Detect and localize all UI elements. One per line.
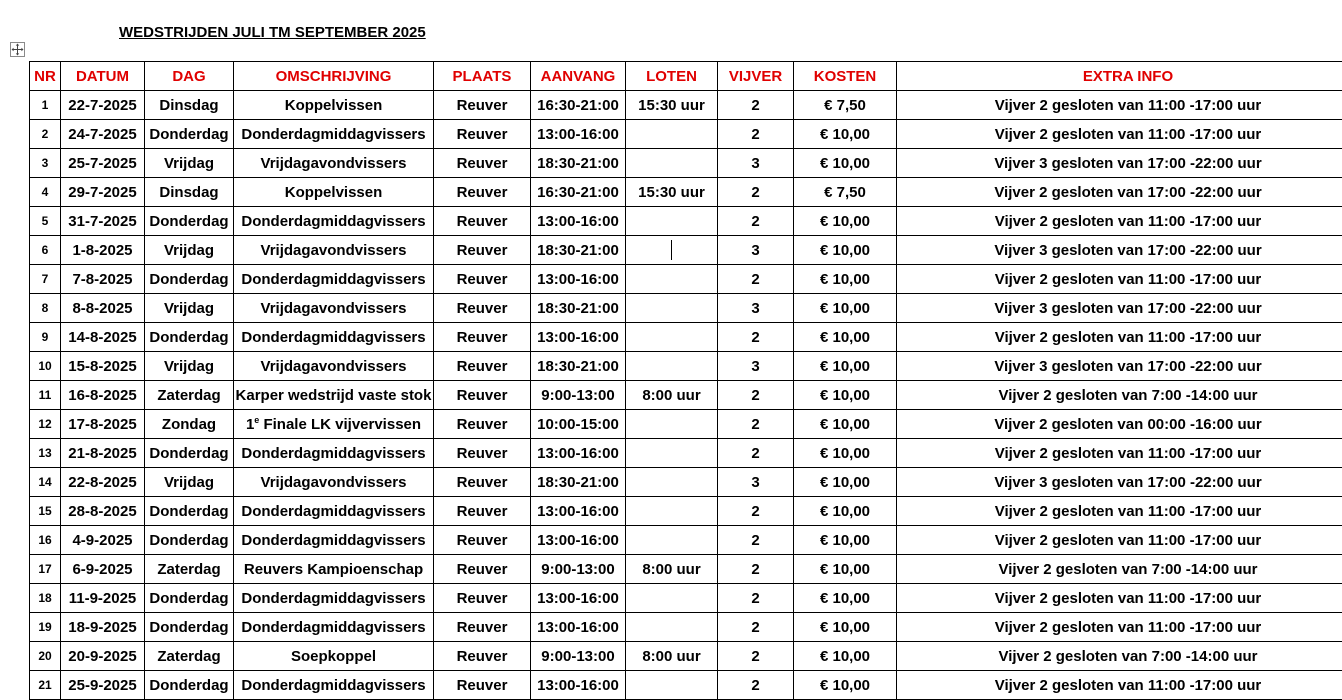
- cell-extra[interactable]: Vijver 2 gesloten van 11:00 -17:00 uur: [897, 120, 1342, 149]
- cell-vijver[interactable]: 2: [718, 555, 794, 584]
- table-row: [30, 265, 1342, 294]
- cell-nr[interactable]: 19: [30, 613, 61, 642]
- cell-nr[interactable]: 17: [30, 555, 61, 584]
- column-header-plaats: PLAATS: [434, 62, 531, 91]
- cell-plaats[interactable]: Reuver: [434, 149, 531, 178]
- table-row: [30, 236, 1342, 265]
- cell-kosten[interactable]: € 10,00: [794, 149, 897, 178]
- column-header-extra-info: EXTRA INFO: [897, 62, 1342, 91]
- cell-vijver[interactable]: 2: [718, 323, 794, 352]
- cell-dag[interactable]: Donderdag: [145, 207, 234, 236]
- cell-datum[interactable]: 14-8-2025: [61, 323, 145, 352]
- cell-loten[interactable]: 15:30 uur: [626, 178, 718, 207]
- cell-dag[interactable]: Vrijdag: [145, 236, 234, 265]
- cell-datum[interactable]: 17-8-2025: [61, 410, 145, 439]
- table-row: [30, 120, 1342, 149]
- cell-omschrijving[interactable]: Donderdagmiddagvissers: [234, 584, 434, 613]
- cell-kosten[interactable]: € 10,00: [794, 381, 897, 410]
- cell-kosten[interactable]: € 10,00: [794, 236, 897, 265]
- cell-aanvang[interactable]: 9:00-13:00: [531, 642, 626, 671]
- cell-extra[interactable]: Vijver 2 gesloten van 11:00 -17:00 uur: [897, 207, 1342, 236]
- cell-extra[interactable]: Vijver 2 gesloten van 11:00 -17:00 uur: [897, 91, 1342, 120]
- cell-dag[interactable]: Donderdag: [145, 323, 234, 352]
- cell-loten[interactable]: [626, 584, 718, 613]
- cell-dag[interactable]: Vrijdag: [145, 352, 234, 381]
- cell-aanvang[interactable]: 13:00-16:00: [531, 497, 626, 526]
- cell-plaats[interactable]: Reuver: [434, 468, 531, 497]
- cell-kosten[interactable]: € 7,50: [794, 178, 897, 207]
- cell-aanvang[interactable]: 13:00-16:00: [531, 584, 626, 613]
- table-row: [30, 352, 1342, 381]
- cell-datum[interactable]: 25-7-2025: [61, 149, 145, 178]
- cell-kosten[interactable]: € 10,00: [794, 352, 897, 381]
- cell-extra[interactable]: Vijver 2 gesloten van 11:00 -17:00 uur: [897, 671, 1342, 700]
- cell-nr[interactable]: 12: [30, 410, 61, 439]
- cell-vijver[interactable]: 2: [718, 178, 794, 207]
- cell-kosten[interactable]: € 10,00: [794, 410, 897, 439]
- cell-omschrijving[interactable]: Vrijdagavondvissers: [234, 236, 434, 265]
- cell-aanvang[interactable]: 9:00-13:00: [531, 555, 626, 584]
- cell-nr[interactable]: 13: [30, 439, 61, 468]
- cell-omschrijving[interactable]: Vrijdagavondvissers: [234, 352, 434, 381]
- table-row: [30, 91, 1342, 120]
- column-header-aanvang: AANVANG: [531, 62, 626, 91]
- cell-dag[interactable]: Dinsdag: [145, 178, 234, 207]
- cell-dag[interactable]: Zaterdag: [145, 555, 234, 584]
- cell-datum[interactable]: 24-7-2025: [61, 120, 145, 149]
- cell-kosten[interactable]: € 10,00: [794, 671, 897, 700]
- cell-kosten[interactable]: € 10,00: [794, 265, 897, 294]
- table-row: [30, 323, 1342, 352]
- cell-nr[interactable]: 11: [30, 381, 61, 410]
- cell-aanvang[interactable]: 13:00-16:00: [531, 526, 626, 555]
- cell-kosten[interactable]: € 10,00: [794, 439, 897, 468]
- cell-extra[interactable]: Vijver 2 gesloten van 7:00 -14:00 uur: [897, 642, 1342, 671]
- cell-plaats[interactable]: Reuver: [434, 236, 531, 265]
- cell-omschrijving[interactable]: Donderdagmiddagvissers: [234, 613, 434, 642]
- cell-kosten[interactable]: € 10,00: [794, 120, 897, 149]
- table-row: [30, 410, 1342, 439]
- cell-loten[interactable]: [626, 323, 718, 352]
- cell-extra[interactable]: Vijver 3 gesloten van 17:00 -22:00 uur: [897, 468, 1342, 497]
- column-header-omschrijving: OMSCHRIJVING: [234, 62, 434, 91]
- cell-loten[interactable]: [626, 149, 718, 178]
- cell-loten[interactable]: 15:30 uur: [626, 91, 718, 120]
- cell-plaats[interactable]: Reuver: [434, 207, 531, 236]
- cell-plaats[interactable]: Reuver: [434, 642, 531, 671]
- cell-dag[interactable]: Vrijdag: [145, 468, 234, 497]
- cell-plaats[interactable]: Reuver: [434, 120, 531, 149]
- cell-nr[interactable]: 15: [30, 497, 61, 526]
- cell-loten[interactable]: [626, 613, 718, 642]
- cell-aanvang[interactable]: 18:30-21:00: [531, 352, 626, 381]
- cell-datum[interactable]: 8-8-2025: [61, 294, 145, 323]
- cell-extra[interactable]: Vijver 2 gesloten van 7:00 -14:00 uur: [897, 381, 1342, 410]
- cell-aanvang[interactable]: 13:00-16:00: [531, 207, 626, 236]
- cell-kosten[interactable]: € 10,00: [794, 323, 897, 352]
- cell-datum[interactable]: 7-8-2025: [61, 265, 145, 294]
- cell-omschrijving[interactable]: Donderdagmiddagvissers: [234, 439, 434, 468]
- cell-loten[interactable]: [626, 207, 718, 236]
- cell-omschrijving[interactable]: Koppelvissen: [234, 178, 434, 207]
- cell-kosten[interactable]: € 7,50: [794, 91, 897, 120]
- cell-datum[interactable]: 15-8-2025: [61, 352, 145, 381]
- cell-nr[interactable]: 4: [30, 178, 61, 207]
- cell-vijver[interactable]: 2: [718, 526, 794, 555]
- cell-plaats[interactable]: Reuver: [434, 410, 531, 439]
- cell-vijver[interactable]: 2: [718, 584, 794, 613]
- cell-omschrijving[interactable]: Donderdagmiddagvissers: [234, 207, 434, 236]
- cell-datum[interactable]: 6-9-2025: [61, 555, 145, 584]
- cell-dag[interactable]: Donderdag: [145, 613, 234, 642]
- cell-kosten[interactable]: € 10,00: [794, 468, 897, 497]
- cell-aanvang[interactable]: 13:00-16:00: [531, 120, 626, 149]
- cell-omschrijving[interactable]: Karper wedstrijd vaste stok: [234, 381, 434, 410]
- table-row: [30, 294, 1342, 323]
- cell-omschrijving[interactable]: Donderdagmiddagvissers: [234, 120, 434, 149]
- cell-loten[interactable]: [626, 439, 718, 468]
- cell-dag[interactable]: Donderdag: [145, 439, 234, 468]
- cell-plaats[interactable]: Reuver: [434, 91, 531, 120]
- cell-plaats[interactable]: Reuver: [434, 352, 531, 381]
- cell-plaats[interactable]: Reuver: [434, 294, 531, 323]
- cell-dag[interactable]: Dinsdag: [145, 91, 234, 120]
- cell-dag[interactable]: Zondag: [145, 410, 234, 439]
- cell-datum[interactable]: 11-9-2025: [61, 584, 145, 613]
- cell-nr[interactable]: 20: [30, 642, 61, 671]
- text-cursor: [671, 240, 672, 260]
- cell-vijver[interactable]: 3: [718, 236, 794, 265]
- cell-kosten[interactable]: € 10,00: [794, 642, 897, 671]
- cell-loten[interactable]: [626, 294, 718, 323]
- table-row: [30, 555, 1342, 584]
- cell-omschrijving[interactable]: Vrijdagavondvissers: [234, 294, 434, 323]
- table-row: [30, 468, 1342, 497]
- cell-omschrijving[interactable]: Donderdagmiddagvissers: [234, 323, 434, 352]
- cell-dag[interactable]: Vrijdag: [145, 294, 234, 323]
- cell-vijver[interactable]: 3: [718, 149, 794, 178]
- cell-datum[interactable]: 18-9-2025: [61, 613, 145, 642]
- table-row: [30, 178, 1342, 207]
- cell-nr[interactable]: 6: [30, 236, 61, 265]
- cell-aanvang[interactable]: 9:00-13:00: [531, 381, 626, 410]
- cell-vijver[interactable]: 2: [718, 207, 794, 236]
- cell-datum[interactable]: 29-7-2025: [61, 178, 145, 207]
- cell-extra[interactable]: Vijver 2 gesloten van 17:00 -22:00 uur: [897, 178, 1342, 207]
- cell-dag[interactable]: Donderdag: [145, 497, 234, 526]
- cell-aanvang[interactable]: 16:30-21:00: [531, 91, 626, 120]
- cell-extra[interactable]: Vijver 2 gesloten van 7:00 -14:00 uur: [897, 555, 1342, 584]
- cell-omschrijving[interactable]: Reuvers Kampioenschap: [234, 555, 434, 584]
- cell-loten[interactable]: 8:00 uur: [626, 555, 718, 584]
- cell-vijver[interactable]: 2: [718, 381, 794, 410]
- cell-plaats[interactable]: Reuver: [434, 178, 531, 207]
- cell-nr[interactable]: 21: [30, 671, 61, 700]
- cell-loten[interactable]: [626, 468, 718, 497]
- cell-loten[interactable]: [626, 497, 718, 526]
- cell-nr[interactable]: 1: [30, 91, 61, 120]
- cell-plaats[interactable]: Reuver: [434, 555, 531, 584]
- cell-vijver[interactable]: 2: [718, 265, 794, 294]
- cell-datum[interactable]: 1-8-2025: [61, 236, 145, 265]
- cell-kosten[interactable]: € 10,00: [794, 584, 897, 613]
- cell-text-prefix: 1: [246, 416, 254, 433]
- cell-dag[interactable]: Donderdag: [145, 526, 234, 555]
- cell-plaats[interactable]: Reuver: [434, 497, 531, 526]
- cell-loten[interactable]: [626, 236, 718, 265]
- cell-nr[interactable]: 9: [30, 323, 61, 352]
- cell-datum[interactable]: 22-8-2025: [61, 468, 145, 497]
- column-header-dag: DAG: [145, 62, 234, 91]
- cell-vijver[interactable]: 2: [718, 439, 794, 468]
- cell-dag[interactable]: Donderdag: [145, 120, 234, 149]
- cell-vijver[interactable]: 2: [718, 91, 794, 120]
- cell-text: Finale LK vijvervissen: [259, 416, 421, 433]
- cell-kosten[interactable]: € 10,00: [794, 555, 897, 584]
- cell-extra[interactable]: Vijver 3 gesloten van 17:00 -22:00 uur: [897, 294, 1342, 323]
- cell-extra[interactable]: Vijver 2 gesloten van 11:00 -17:00 uur: [897, 265, 1342, 294]
- cell-datum[interactable]: 22-7-2025: [61, 91, 145, 120]
- cell-plaats[interactable]: Reuver: [434, 439, 531, 468]
- cell-vijver[interactable]: 2: [718, 671, 794, 700]
- cell-omschrijving[interactable]: Donderdagmiddagvissers: [234, 671, 434, 700]
- cell-plaats[interactable]: Reuver: [434, 584, 531, 613]
- cell-datum[interactable]: 25-9-2025: [61, 671, 145, 700]
- cell-dag[interactable]: Vrijdag: [145, 149, 234, 178]
- cell-vijver[interactable]: 3: [718, 294, 794, 323]
- cell-omschrijving[interactable]: Donderdagmiddagvissers: [234, 497, 434, 526]
- cell-plaats[interactable]: Reuver: [434, 671, 531, 700]
- cell-dag[interactable]: Zaterdag: [145, 642, 234, 671]
- table-row: [30, 642, 1342, 671]
- cell-extra[interactable]: Vijver 2 gesloten van 11:00 -17:00 uur: [897, 497, 1342, 526]
- cell-extra[interactable]: Vijver 2 gesloten van 00:00 -16:00 uur: [897, 410, 1342, 439]
- cell-nr[interactable]: 3: [30, 149, 61, 178]
- cell-loten[interactable]: [626, 671, 718, 700]
- cell-kosten[interactable]: € 10,00: [794, 526, 897, 555]
- cell-kosten[interactable]: € 10,00: [794, 497, 897, 526]
- column-header-vijver: VIJVER: [718, 62, 794, 91]
- cell-superscript: e: [254, 415, 259, 425]
- cell-loten[interactable]: [626, 120, 718, 149]
- cell-datum[interactable]: 31-7-2025: [61, 207, 145, 236]
- column-header-datum: DATUM: [61, 62, 145, 91]
- table-row: [30, 526, 1342, 555]
- cell-extra[interactable]: Vijver 2 gesloten van 11:00 -17:00 uur: [897, 526, 1342, 555]
- cell-vijver[interactable]: 2: [718, 497, 794, 526]
- cell-nr[interactable]: 14: [30, 468, 61, 497]
- cell-aanvang[interactable]: 18:30-21:00: [531, 236, 626, 265]
- column-header-loten: LOTEN: [626, 62, 718, 91]
- cell-extra[interactable]: Vijver 2 gesloten van 11:00 -17:00 uur: [897, 323, 1342, 352]
- cell-plaats[interactable]: Reuver: [434, 526, 531, 555]
- table-row: [30, 671, 1342, 700]
- cell-plaats[interactable]: Reuver: [434, 381, 531, 410]
- cell-aanvang[interactable]: 13:00-16:00: [531, 323, 626, 352]
- cell-omschrijving[interactable]: [234, 410, 434, 439]
- cell-datum[interactable]: 16-8-2025: [61, 381, 145, 410]
- cell-nr[interactable]: 18: [30, 584, 61, 613]
- table-row: [30, 207, 1342, 236]
- cell-datum[interactable]: 20-9-2025: [61, 642, 145, 671]
- cell-omschrijving[interactable]: Koppelvissen: [234, 91, 434, 120]
- cell-kosten[interactable]: € 10,00: [794, 613, 897, 642]
- cell-extra[interactable]: Vijver 3 gesloten van 17:00 -22:00 uur: [897, 149, 1342, 178]
- cell-nr[interactable]: 8: [30, 294, 61, 323]
- cell-aanvang[interactable]: 18:30-21:00: [531, 468, 626, 497]
- table-row: [30, 497, 1342, 526]
- table-row: [30, 149, 1342, 178]
- cell-omschrijving[interactable]: Vrijdagavondvissers: [234, 149, 434, 178]
- cell-loten[interactable]: [626, 265, 718, 294]
- cell-vijver[interactable]: 3: [718, 468, 794, 497]
- cell-plaats[interactable]: Reuver: [434, 613, 531, 642]
- cell-datum[interactable]: 28-8-2025: [61, 497, 145, 526]
- cell-dag[interactable]: Donderdag: [145, 671, 234, 700]
- cell-omschrijving[interactable]: Donderdagmiddagvissers: [234, 526, 434, 555]
- cell-aanvang[interactable]: 10:00-15:00: [531, 410, 626, 439]
- cell-dag[interactable]: Zaterdag: [145, 381, 234, 410]
- cell-vijver[interactable]: 2: [718, 410, 794, 439]
- cell-nr[interactable]: 5: [30, 207, 61, 236]
- cell-loten[interactable]: [626, 352, 718, 381]
- cell-omschrijving[interactable]: Soepkoppel: [234, 642, 434, 671]
- page-title: WEDSTRIJDEN JULI TM SEPTEMBER 2025: [119, 24, 426, 41]
- cell-dag[interactable]: Donderdag: [145, 584, 234, 613]
- cell-nr[interactable]: 10: [30, 352, 61, 381]
- cell-extra[interactable]: Vijver 3 gesloten van 17:00 -22:00 uur: [897, 352, 1342, 381]
- cell-plaats[interactable]: Reuver: [434, 323, 531, 352]
- cell-plaats[interactable]: Reuver: [434, 265, 531, 294]
- cell-aanvang[interactable]: 13:00-16:00: [531, 439, 626, 468]
- cell-kosten[interactable]: € 10,00: [794, 294, 897, 323]
- cell-extra[interactable]: Vijver 2 gesloten van 11:00 -17:00 uur: [897, 584, 1342, 613]
- cell-aanvang[interactable]: 13:00-16:00: [531, 265, 626, 294]
- cell-loten[interactable]: 8:00 uur: [626, 642, 718, 671]
- cell-nr[interactable]: 2: [30, 120, 61, 149]
- cell-vijver[interactable]: 3: [718, 352, 794, 381]
- table-row: [30, 381, 1342, 410]
- cell-aanvang[interactable]: 18:30-21:00: [531, 294, 626, 323]
- cell-aanvang[interactable]: 16:30-21:00: [531, 178, 626, 207]
- cell-datum[interactable]: 4-9-2025: [61, 526, 145, 555]
- cell-nr[interactable]: 16: [30, 526, 61, 555]
- cell-extra[interactable]: Vijver 2 gesloten van 11:00 -17:00 uur: [897, 439, 1342, 468]
- column-header-nr: NR: [30, 62, 61, 91]
- cell-aanvang[interactable]: 18:30-21:00: [531, 149, 626, 178]
- cell-vijver[interactable]: 2: [718, 120, 794, 149]
- cell-dag[interactable]: Donderdag: [145, 265, 234, 294]
- cell-extra[interactable]: Vijver 3 gesloten van 17:00 -22:00 uur: [897, 236, 1342, 265]
- cell-datum[interactable]: 21-8-2025: [61, 439, 145, 468]
- cell-vijver[interactable]: 2: [718, 642, 794, 671]
- cell-nr[interactable]: 7: [30, 265, 61, 294]
- table-row: [30, 584, 1342, 613]
- schedule-table: [29, 61, 1342, 700]
- cell-loten[interactable]: [626, 410, 718, 439]
- cell-aanvang[interactable]: 13:00-16:00: [531, 671, 626, 700]
- table-row: [30, 613, 1342, 642]
- cell-vijver[interactable]: 2: [718, 613, 794, 642]
- column-header-kosten: KOSTEN: [794, 62, 897, 91]
- cell-loten[interactable]: 8:00 uur: [626, 381, 718, 410]
- move-arrows-icon[interactable]: [10, 42, 25, 57]
- cell-extra[interactable]: Vijver 2 gesloten van 11:00 -17:00 uur: [897, 613, 1342, 642]
- cell-aanvang[interactable]: 13:00-16:00: [531, 613, 626, 642]
- header-row: [30, 62, 1342, 91]
- cell-omschrijving[interactable]: Donderdagmiddagvissers: [234, 265, 434, 294]
- cell-kosten[interactable]: € 10,00: [794, 207, 897, 236]
- cell-omschrijving[interactable]: Vrijdagavondvissers: [234, 468, 434, 497]
- cell-loten[interactable]: [626, 526, 718, 555]
- table-row: [30, 439, 1342, 468]
